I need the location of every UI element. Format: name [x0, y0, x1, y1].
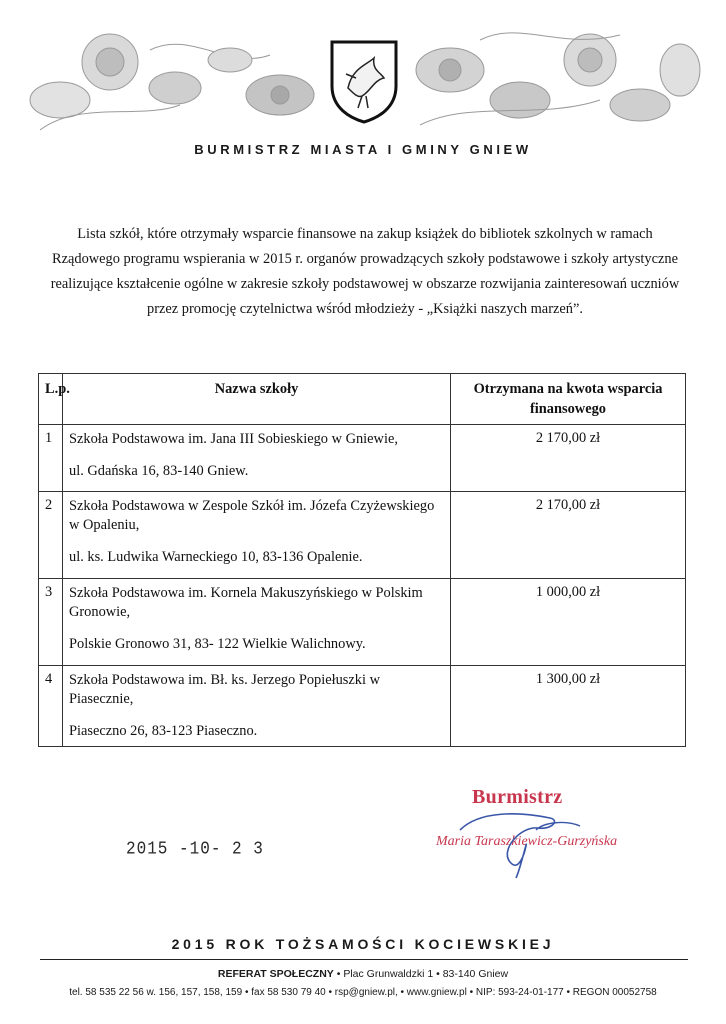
- school-name: Szkoła Podstawowa w Zespole Szkół im. Józefa Czyżewskiego w Opaleniu,: [69, 498, 435, 533]
- footer-department: REFERAT SPOŁECZNY: [217, 968, 334, 980]
- header-title: BURMISTRZ MIASTA I GMINY GNIEW: [194, 142, 532, 157]
- footer-motto: 2015 ROK TOŻSAMOŚCI KOCIEWSKIEJ: [171, 936, 555, 952]
- date-stamp: 2015 -10- 2 3: [126, 838, 264, 860]
- school-name: Szkoła Podstawowa im. Bł. ks. Jerzego Popiełuszki w Piasecznie,: [69, 672, 380, 707]
- intro-paragraph: Lista szkół, które otrzymały wsparcie finansowe na zakup książek do bibliotek szkolnych w ramach Rządowego programu wspierania w 2015 r. organów prowadzących szkoły podstawowe i szkoły artystyczne realizujące kształcenie ogólne w zakresie szkoły podstawowej w obszarze rozwijania zainteresowań uczniów przez promocję czytelnictwa wśród młodzieży - „Książki naszych marzeń”.: [50, 226, 680, 317]
- table-row: [39, 666, 686, 747]
- table-row: [39, 492, 686, 579]
- header-school-name: Nazwa szkoły: [63, 374, 451, 425]
- stamp-name: Maria Taraszkiewicz-Gurzyńska: [436, 834, 618, 849]
- footer-contact-line: tel. 58 535 22 56 w. 156, 157, 158, 159 • fax 58 530 79 40 • rsp@gniew.pl, • www.gniew.pl • NIP: 593-24-01-177 • REGON 00052758: [69, 987, 657, 998]
- school-address: Polskie Gronowo 31, 83- 122 Wielkie Walichnowy.: [69, 636, 366, 652]
- town-crest-icon: [328, 38, 400, 124]
- footer-address: • Plac Grunwaldzki 1 • 83-140 Gniew: [333, 968, 509, 980]
- school-address: ul. ks. Ludwika Warneckiego 10, 83-136 Opalenie.: [69, 549, 363, 565]
- row-amount: 2 170,00 zł: [451, 425, 686, 492]
- row-lp: 2: [39, 492, 63, 579]
- header-lp: L.p.: [39, 374, 63, 425]
- school-name: Szkoła Podstawowa im. Kornela Makuszyńskiego w Polskim Gronowie,: [69, 585, 423, 620]
- row-school: [63, 579, 451, 666]
- footer-address-line: [0, 968, 726, 980]
- row-lp: 3: [39, 579, 63, 666]
- row-school: [63, 666, 451, 747]
- table-row: [39, 579, 686, 666]
- table-header-row: [39, 374, 686, 425]
- row-lp: 1: [39, 425, 63, 492]
- school-address: Piaseczno 26, 83-123 Piaseczno.: [69, 723, 258, 739]
- signature-icon: [440, 800, 590, 880]
- row-lp: 4: [39, 666, 63, 747]
- row-school: [63, 492, 451, 579]
- row-amount: 1 000,00 zł: [451, 579, 686, 666]
- footer-divider: [40, 959, 688, 960]
- row-school: [63, 425, 451, 492]
- row-amount: 2 170,00 zł: [451, 492, 686, 579]
- schools-table: [38, 373, 686, 747]
- stamp-title: Burmistrz: [472, 786, 563, 808]
- table-row: [39, 425, 686, 492]
- school-address: ul. Gdańska 16, 83-140 Gniew.: [69, 463, 249, 479]
- school-name: Szkoła Podstawowa im. Jana III Sobieskiego w Gniewie,: [69, 431, 398, 447]
- header-amount: Otrzymana na kwota wsparcia finansowego: [451, 374, 686, 425]
- row-amount: 1 300,00 zł: [451, 666, 686, 747]
